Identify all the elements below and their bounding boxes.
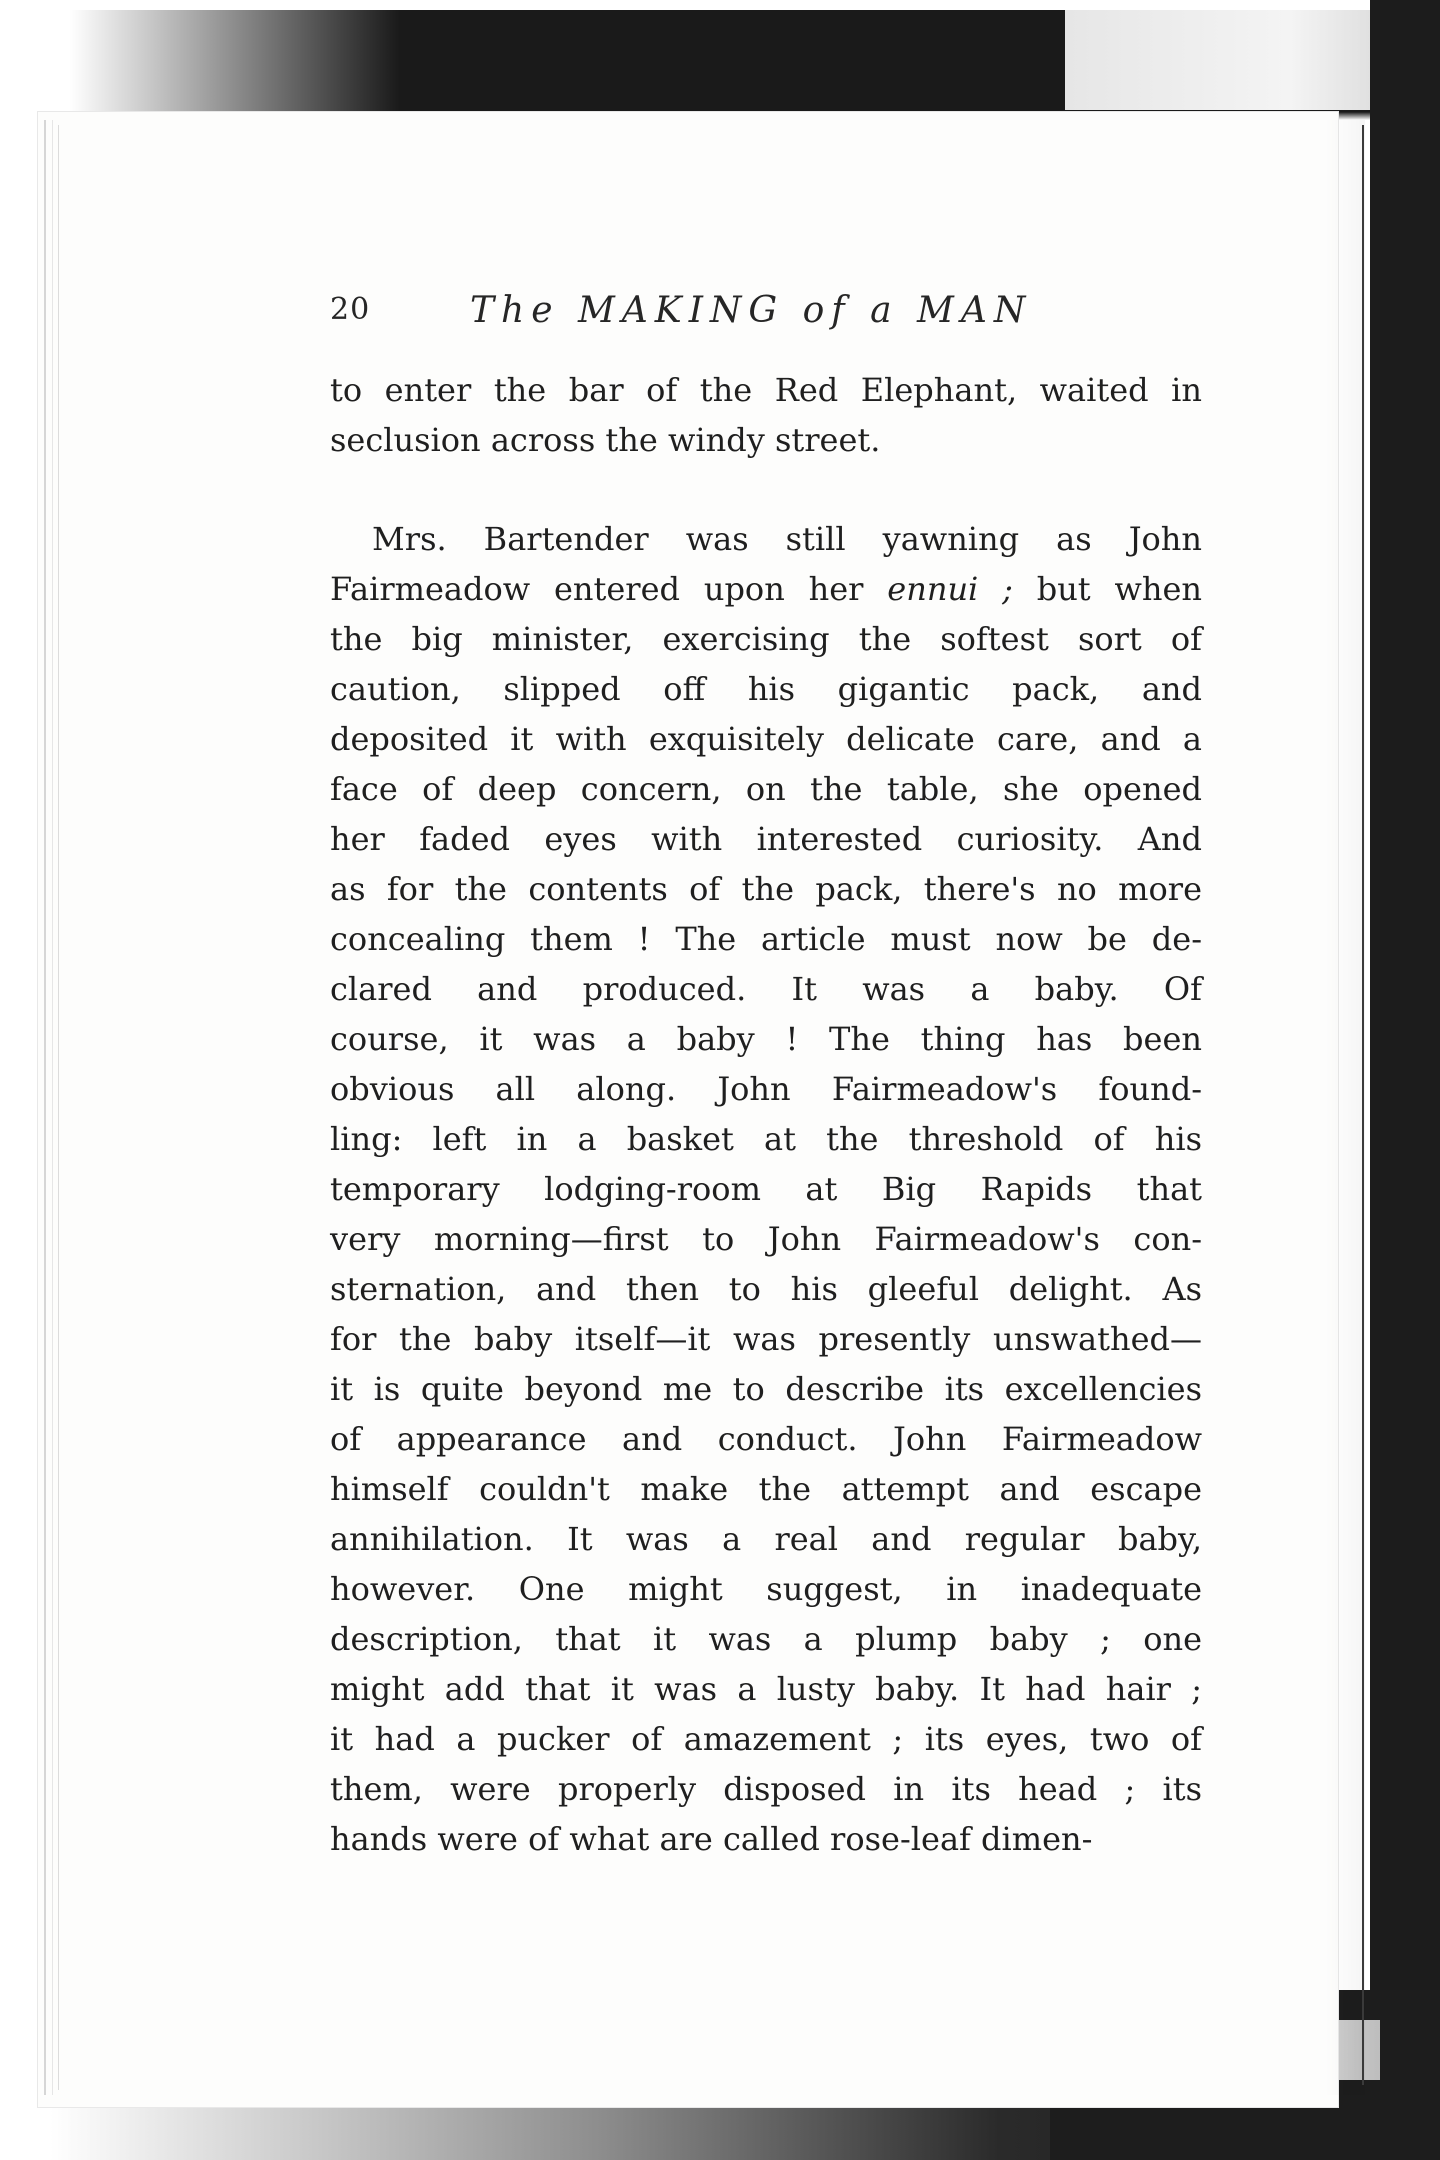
text-line: himself couldn't make the attempt and escape <box>330 1470 1202 1508</box>
text-line: might add that it was a lusty baby. It had hair ; <box>330 1670 1202 1708</box>
text-line: her faded eyes with interested curiosity. And <box>330 820 1202 858</box>
italic-word: ennui ; <box>887 570 1013 608</box>
book-title: The MAKING of a MAN <box>470 290 1033 331</box>
text-line: annihilation. It was a real and regular baby, <box>330 1520 1202 1558</box>
text-line: concealing them ! The article must now be de- <box>330 920 1202 958</box>
text-line: clared and produced. It was a baby. Of <box>330 970 1202 1008</box>
text-line: course, it was a baby ! The thing has been <box>330 1020 1202 1058</box>
text-line: them, were properly disposed in its head ; its <box>330 1770 1202 1808</box>
text-line: seclusion across the windy street. <box>330 421 881 459</box>
text-line: Fairmeadow entered upon her ennui ; but when <box>330 570 1203 608</box>
text-line: Mrs. Bartender was still yawning as John <box>372 520 1202 558</box>
text-line: for the baby itself—it was presently unswathed— <box>330 1320 1202 1358</box>
text-line: caution, slipped off his gigantic pack, and <box>330 670 1202 708</box>
page-edge-left <box>44 120 53 2095</box>
text-line: however. One might suggest, in inadequate <box>330 1570 1202 1608</box>
text-line: face of deep concern, on the table, she opened <box>330 770 1202 808</box>
gutter-shadow <box>1325 120 1365 2095</box>
text-line: sternation, and then to his gleeful delight. As <box>330 1270 1202 1308</box>
text-line: to enter the bar of the Red Elephant, waited in <box>330 371 1202 409</box>
page-number: 20 <box>330 292 371 327</box>
text-line: very morning—first to John Fairmeadow's con- <box>330 1220 1202 1258</box>
text-line: obvious all along. John Fairmeadow's found- <box>330 1070 1202 1108</box>
body-text <box>330 365 1202 1864</box>
text-line: ling: left in a basket at the threshold of his <box>330 1120 1202 1158</box>
text-line: it is quite beyond me to describe its excellencies <box>330 1370 1202 1408</box>
text-line: hands were of what are called rose-leaf dimen- <box>330 1820 1093 1858</box>
scanner-backdrop-top-fade <box>0 0 1060 120</box>
page-edge-left-inner <box>58 125 65 2090</box>
paragraph-gap <box>330 465 1202 514</box>
text-line: deposited it with exquisitely delicate care, and a <box>330 720 1202 758</box>
text-line: of appearance and conduct. John Fairmeadow <box>330 1420 1202 1458</box>
text-line: as for the contents of the pack, there's no more <box>330 870 1202 908</box>
running-head <box>330 290 1070 340</box>
text-line: temporary lodging-room at Big Rapids that <box>330 1170 1202 1208</box>
scanner-backdrop-right <box>1370 0 1440 2160</box>
text-line: description, that it was a plump baby ; one <box>330 1620 1202 1658</box>
gutter-line <box>1362 125 1364 2085</box>
text-line: the big minister, exercising the softest sort of <box>330 620 1202 658</box>
text-line: it had a pucker of amazement ; its eyes, two of <box>330 1720 1202 1758</box>
